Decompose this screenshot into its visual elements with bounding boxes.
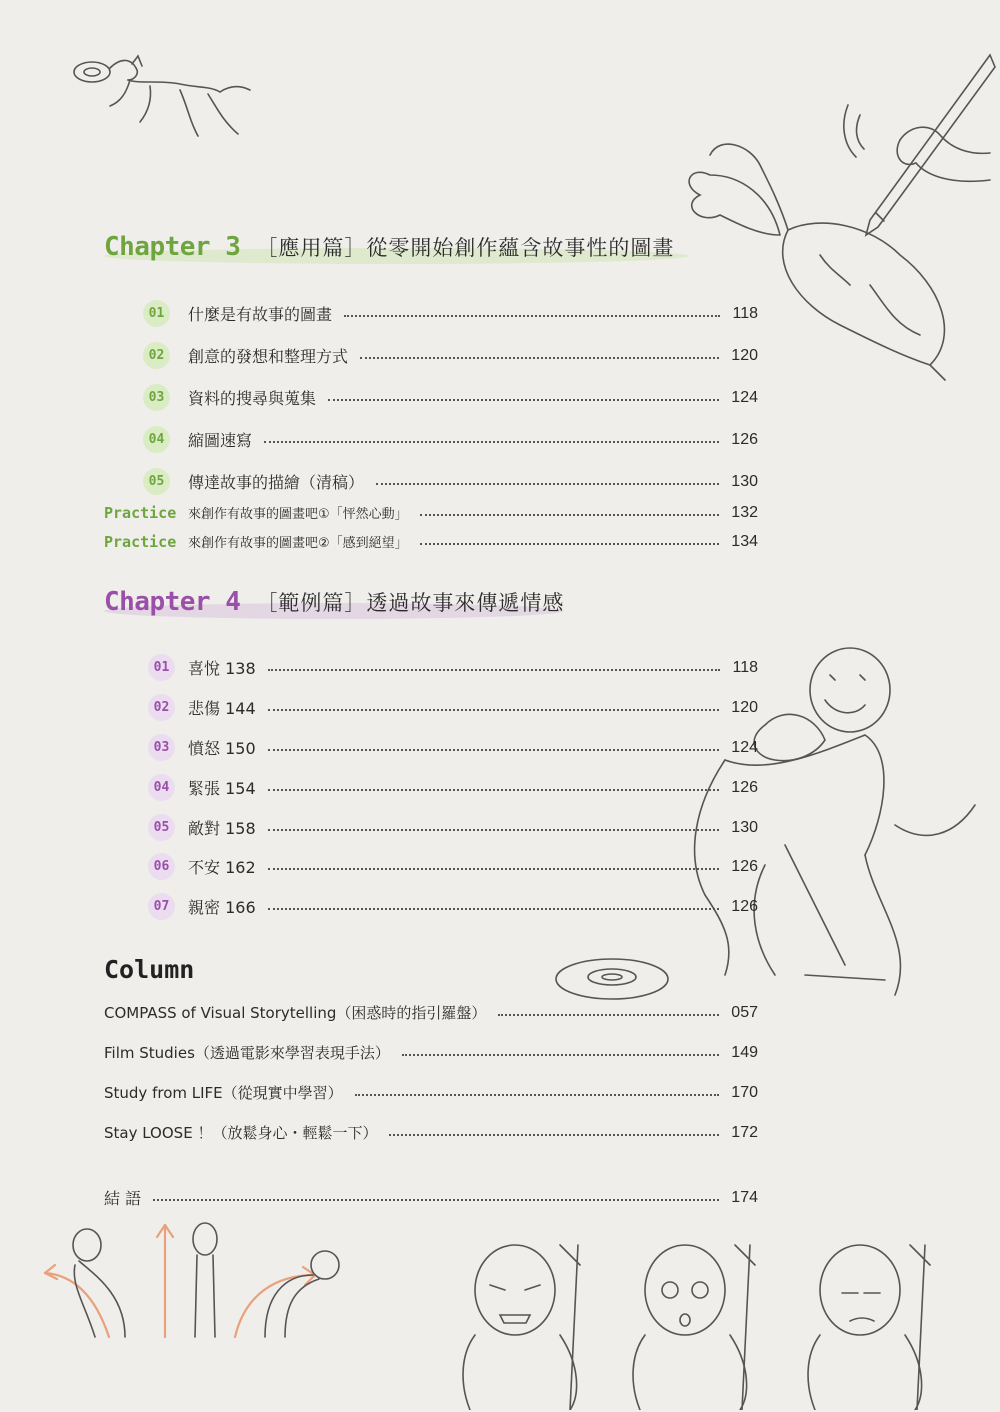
- entry-title: 來創作有故事的圖畫吧②「感到絕望」: [188, 536, 408, 551]
- entry-number-badge: 02: [148, 694, 175, 721]
- toc-entry[interactable]: [148, 654, 758, 681]
- chapter-4-title: ［範例篇］透過故事來傳遞情感: [256, 591, 565, 615]
- toc-entry[interactable]: [143, 300, 758, 327]
- leader-dots: [498, 1014, 719, 1016]
- entry-number-badge: 05: [143, 468, 170, 495]
- toc-entry[interactable]: [148, 734, 758, 761]
- leader-dots: [268, 669, 721, 671]
- entry-number-badge: 06: [148, 853, 175, 880]
- entry-title: Stay LOOSE ！（放鬆身心・輕鬆一下）: [104, 1124, 378, 1142]
- toc-entry[interactable]: [148, 774, 758, 801]
- toc-entry[interactable]: [143, 342, 758, 369]
- leader-dots: [420, 543, 720, 545]
- leader-dots: [389, 1134, 719, 1136]
- chapter-4-label: Chapter 4: [104, 587, 241, 617]
- entry-page-number: 118: [732, 658, 758, 676]
- entry-title: 敵對 158: [188, 819, 256, 838]
- entry-title: 資料的搜尋與蒐集: [188, 389, 317, 408]
- practice-label: Practice: [104, 532, 177, 551]
- epilogue-title: 結 語: [104, 1189, 142, 1208]
- entry-number-badge: 02: [143, 342, 170, 369]
- entry-page-number: 126: [731, 430, 758, 448]
- entry-title: 傳達故事的描繪（清稿）: [188, 473, 365, 492]
- toc-entry[interactable]: [148, 694, 758, 721]
- leader-dots: [264, 441, 719, 443]
- entry-title: 緊張 154: [188, 779, 256, 798]
- column-entry[interactable]: [104, 1122, 758, 1143]
- entry-number-badge: 01: [143, 300, 170, 327]
- toc-entry[interactable]: [143, 426, 758, 453]
- guitarist-faces-illustration: [450, 1235, 960, 1410]
- entry-page-number: 126: [731, 857, 758, 875]
- entry-title: 親密 166: [188, 898, 256, 917]
- leader-dots: [153, 1199, 719, 1201]
- entry-number-badge: 07: [148, 893, 175, 920]
- entry-number-badge: 03: [148, 734, 175, 761]
- entry-page-number: 170: [731, 1083, 758, 1101]
- entry-number-badge: 05: [148, 814, 175, 841]
- entry-title: 縮圖速寫: [188, 431, 253, 450]
- entry-title: COMPASS of Visual Storytelling（困惑時的指引羅盤）: [104, 1004, 487, 1022]
- entry-number-badge: 04: [143, 426, 170, 453]
- entry-page-number: 172: [731, 1123, 758, 1141]
- leader-dots: [268, 829, 720, 831]
- toc-entry[interactable]: [148, 853, 758, 880]
- leader-dots: [268, 709, 720, 711]
- leader-dots: [402, 1054, 719, 1056]
- entry-title: 喜悅 138: [188, 659, 256, 678]
- leader-dots: [328, 399, 719, 401]
- entry-title: 悲傷 144: [188, 699, 256, 718]
- entry-page-number: 149: [731, 1043, 758, 1061]
- entry-page-number: 120: [731, 346, 758, 364]
- frisbee-illustration: [552, 955, 672, 1005]
- leader-dots: [376, 483, 719, 485]
- practice-entry[interactable]: [104, 532, 758, 551]
- entry-title: 什麼是有故事的圖畫: [188, 305, 333, 324]
- entry-title: 憤怒 150: [188, 739, 256, 758]
- entry-page-number: 118: [732, 304, 758, 322]
- toc-entry[interactable]: [143, 468, 758, 495]
- chapter-3-title: ［應用篇］從零開始創作蘊含故事性的圖畫: [256, 236, 675, 260]
- posture-figures-illustration: [35, 1215, 365, 1345]
- entry-title: 創意的發想和整理方式: [188, 347, 349, 366]
- entry-page-number: 132: [731, 503, 758, 521]
- column-entry[interactable]: [104, 1042, 758, 1063]
- chapter-3-label: Chapter 3: [104, 232, 241, 262]
- entry-page-number: 134: [731, 532, 758, 550]
- entry-title: Study from LIFE（從現實中學習）: [104, 1084, 343, 1102]
- entry-title: Film Studies（透過電影來學習表現手法）: [104, 1044, 390, 1062]
- entry-page-number: 124: [731, 388, 758, 406]
- column-heading: Column: [104, 955, 195, 984]
- entry-page-number: 130: [731, 818, 758, 836]
- leader-dots: [355, 1094, 720, 1096]
- epilogue-entry[interactable]: [104, 1186, 758, 1209]
- practice-entry[interactable]: [104, 503, 758, 522]
- column-entry[interactable]: [104, 1082, 758, 1103]
- chapter-3-heading: [104, 232, 674, 262]
- chapter-4-heading: [104, 587, 564, 617]
- entry-title: 來創作有故事的圖畫吧①「怦然心動」: [188, 507, 408, 522]
- column-entry[interactable]: [104, 1002, 758, 1023]
- entry-number-badge: 03: [143, 384, 170, 411]
- entry-page-number: 126: [731, 778, 758, 796]
- toc-entry[interactable]: [143, 384, 758, 411]
- entry-page-number: 120: [731, 698, 758, 716]
- toc-entry[interactable]: [148, 893, 758, 920]
- leader-dots: [268, 868, 720, 870]
- entry-title: 不安 162: [188, 858, 256, 877]
- leader-dots: [268, 789, 720, 791]
- epilogue-page-number: 174: [731, 1188, 758, 1206]
- leader-dots: [268, 749, 720, 751]
- leader-dots: [420, 514, 720, 516]
- toc-entry[interactable]: [148, 814, 758, 841]
- leader-dots: [360, 357, 719, 359]
- entry-page-number: 057: [731, 1003, 758, 1021]
- entry-number-badge: 01: [148, 654, 175, 681]
- entry-page-number: 124: [731, 738, 758, 756]
- entry-number-badge: 04: [148, 774, 175, 801]
- leader-dots: [268, 908, 720, 910]
- practice-label: Practice: [104, 503, 177, 522]
- entry-page-number: 126: [731, 897, 758, 915]
- leader-dots: [344, 315, 720, 317]
- dog-with-frisbee-illustration: [70, 50, 260, 150]
- entry-page-number: 130: [731, 472, 758, 490]
